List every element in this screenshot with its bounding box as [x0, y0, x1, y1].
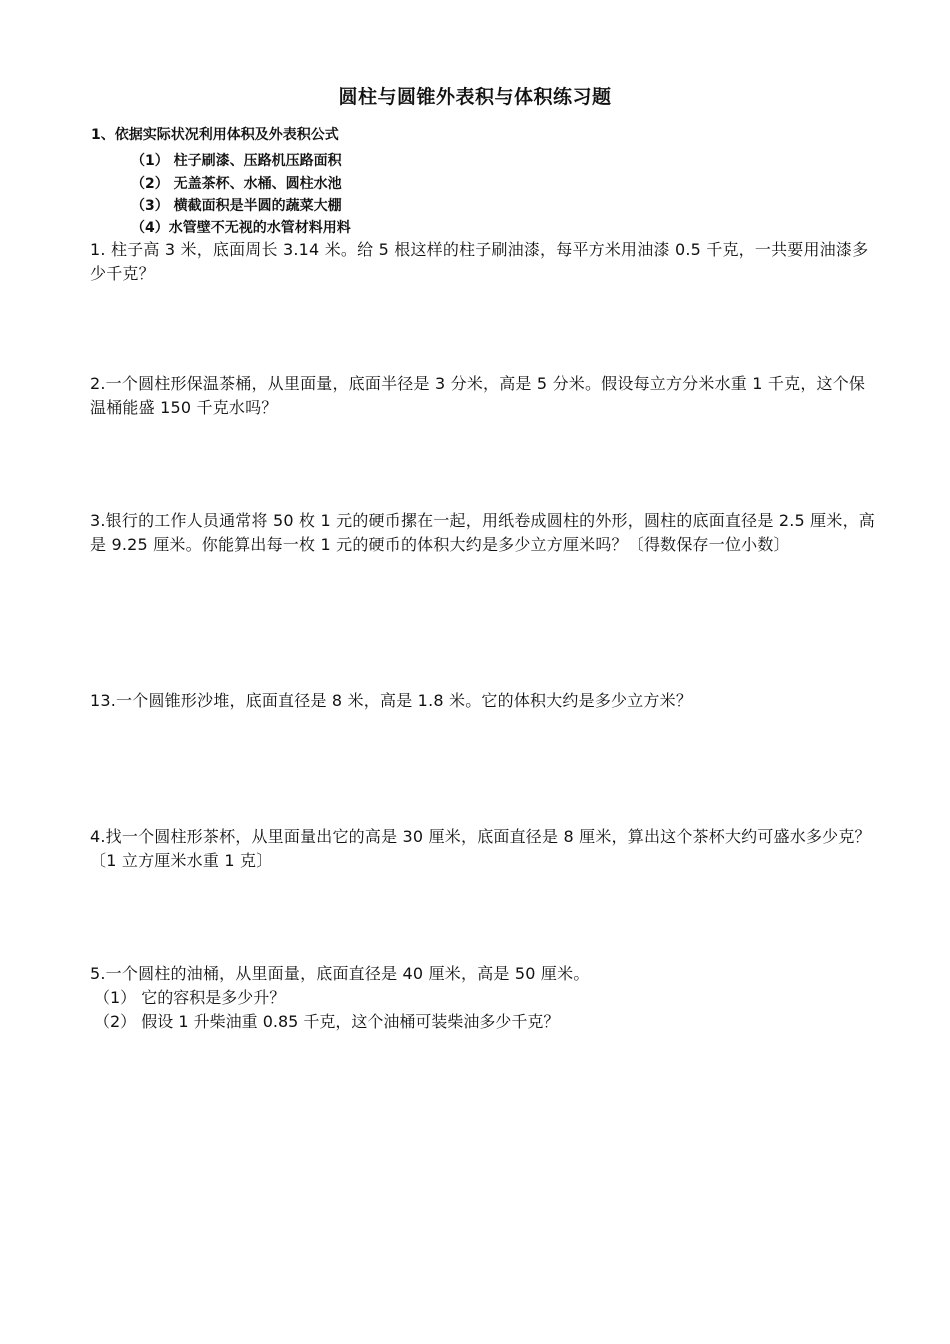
- subquestion-1: （1） 它的容积是多少升？: [94, 988, 286, 1007]
- subquestion-2: （2） 假设 1 升柴油重 0.85 千克，这个油桶可装柴油多少千克？: [94, 1012, 560, 1031]
- page-title: 圆柱与圆锥外表积与体积练习题: [338, 86, 612, 108]
- guide-heading: 1、依据实际状况利用体积及外表积公式: [91, 127, 339, 143]
- question-3: 3.银行的工作人员通常将 50 枚 1 元的硬币摞在一起，用纸卷成圆柱的外形，圆柱的底面直径是 2.5 厘米，高是 9.25 厘米。你能算出每一枚 1 元的硬币的体积大约是多少立方厘米吗？〔得数保存一位小数〕: [90, 511, 875, 554]
- question-5: 5.一个圆柱的油桶，从里面量，底面直径是 40 厘米，高是 50 厘米。: [90, 964, 590, 983]
- question-13: 13.一个圆锥形沙堆，底面直径是 8 米，高是 1.8 米。它的体积大约是多少立方米？: [90, 691, 693, 710]
- question-4: 4.找一个圆柱形茶杯，从里面量出它的高是 30 厘米，底面直径是 8 厘米，算出这个茶杯大约可盛水多少克？〔1 立方厘米水重 1 克〕: [90, 827, 871, 870]
- guide-item: （1） 柱子刷漆、压路机压路面积: [131, 153, 342, 169]
- guide-item: （4）水管壁不无视的水管材料用料: [131, 220, 351, 236]
- guide-item: （2） 无盖茶杯、水桶、圆柱水池: [131, 176, 342, 192]
- question-2: 2.一个圆柱形保温茶桶，从里面量，底面半径是 3 分米，高是 5 分米。假设每立方分米水重 1 千克，这个保温桶能盛 150 千克水吗？: [90, 374, 866, 417]
- guide-item: （3） 横截面积是半圆的蔬菜大棚: [131, 198, 342, 214]
- question-1: 1. 柱子高 3 米，底面周长 3.14 米。给 5 根这样的柱子刷油漆，每平方米用油漆 0.5 千克，一共要用油漆多少千克？: [90, 240, 869, 283]
